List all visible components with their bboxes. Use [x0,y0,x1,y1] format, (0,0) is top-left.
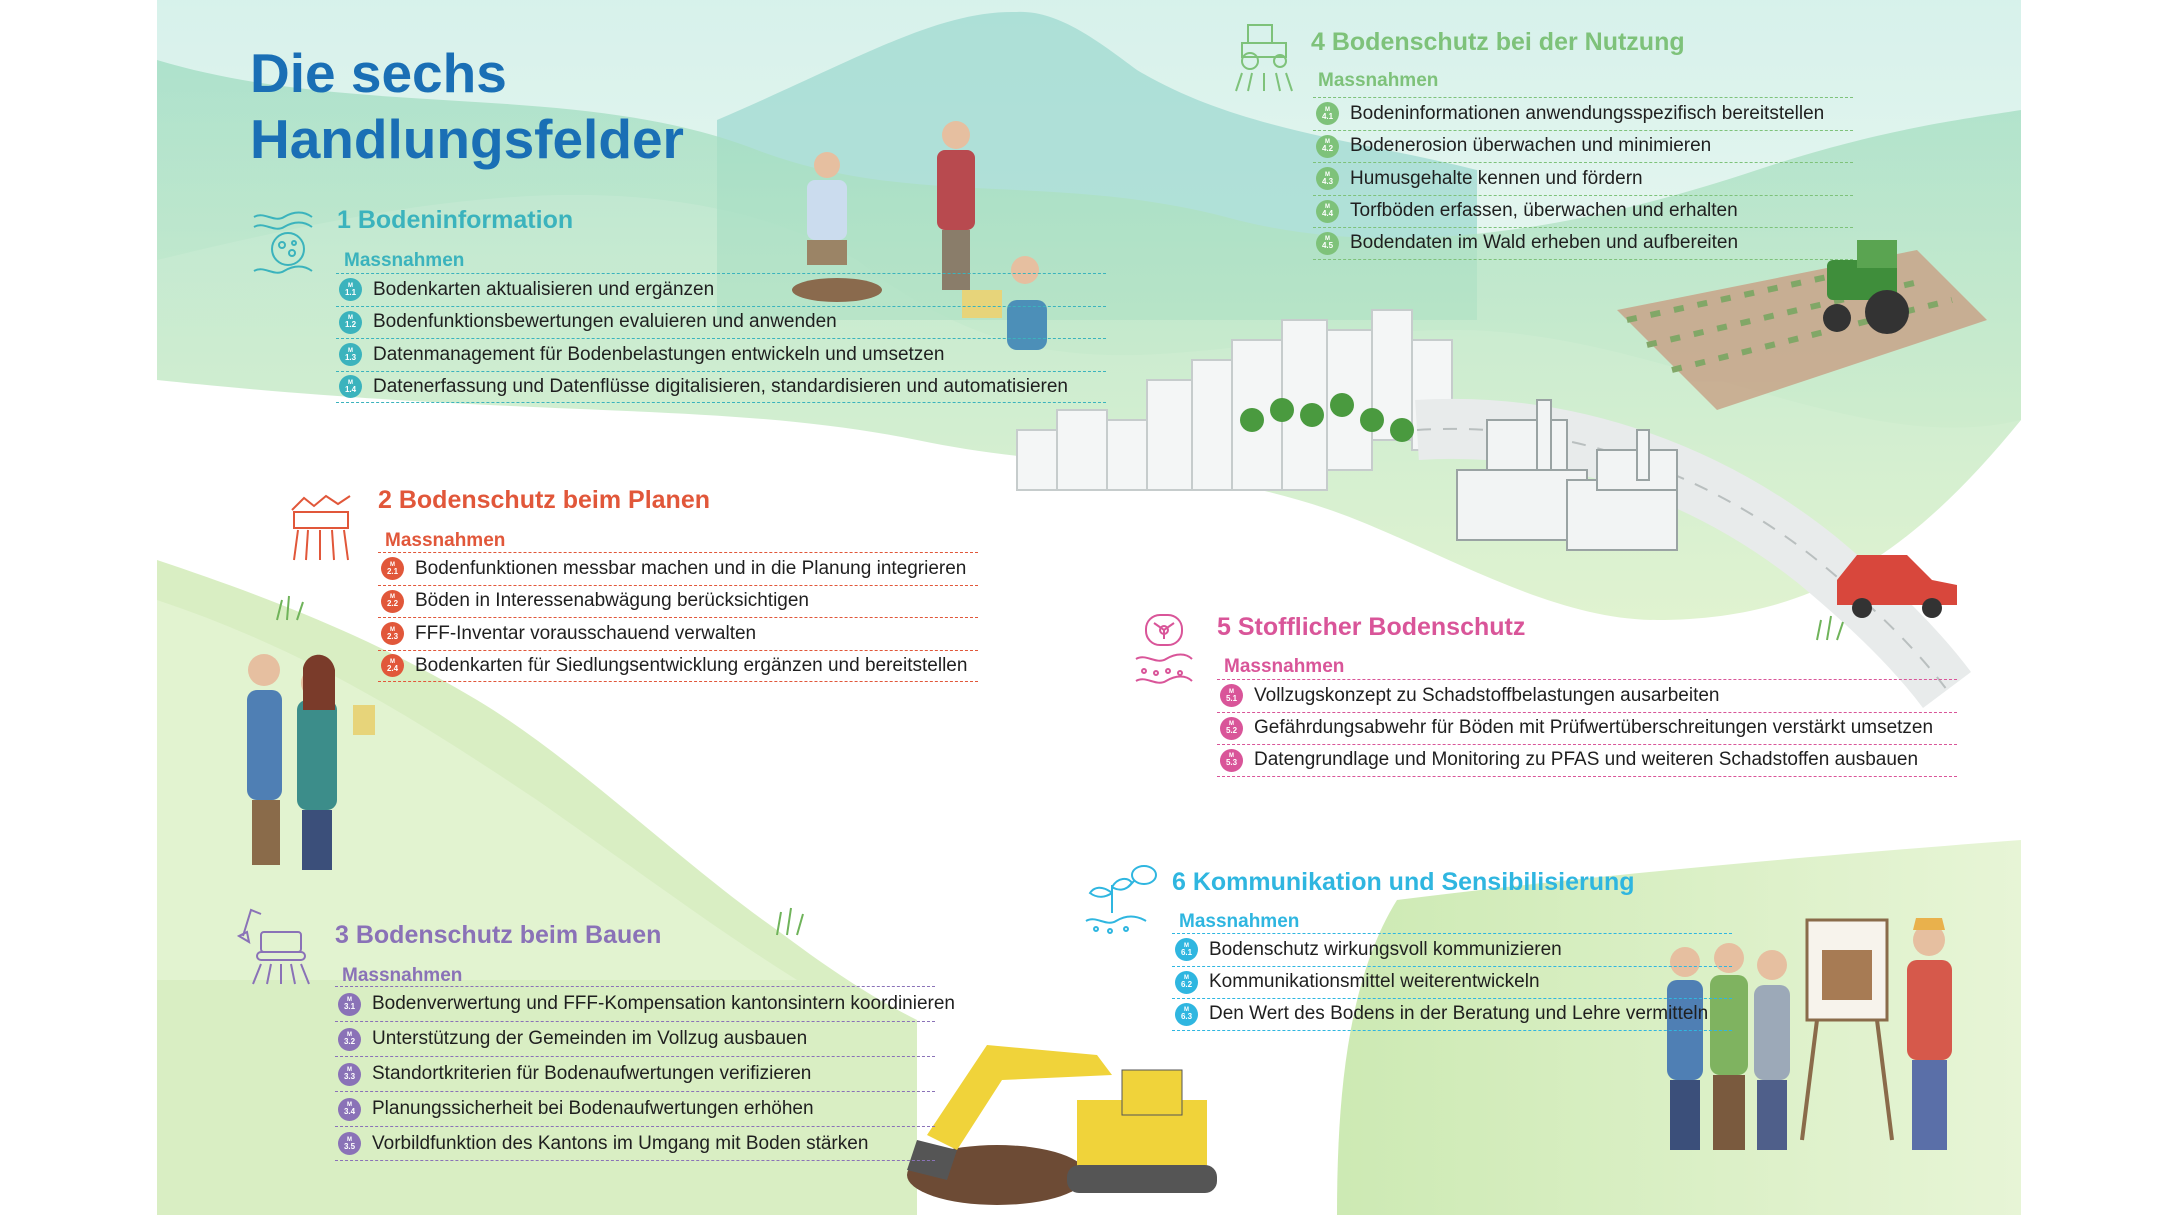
field-5-measures-list [1217,679,1957,777]
field-4-measures-label: Massnahmen [1318,70,1439,91]
tractor-icon [1234,21,1294,93]
measure-item [1313,162,1853,195]
measure-item [1172,966,1732,999]
field-6-title: 6 Kommunikation und Sensibilisierung [1172,868,1635,896]
field-6-measures-list [1172,933,1732,1031]
measure-badge: M 3.5 [338,1132,361,1155]
page-title-line-2: Handlungsfelder [250,108,684,170]
measure-label: Torfböden erfassen, überwachen und erhalten [1350,200,1738,222]
measure-label: Bodenkarten für Siedlungsentwicklung ergänzen und bereitstellen [415,654,968,676]
measure-item [336,338,1106,371]
field-4-title: 4 Bodenschutz bei der Nutzung [1311,28,1685,56]
measure-badge: M 2.3 [381,622,404,645]
measure-label: Datenmanagement für Bodenbelastungen entwickeln und umsetzen [373,343,945,365]
measure-badge: M 6.1 [1175,938,1198,961]
measure-badge: M 4.1 [1316,102,1339,125]
field-1-title: 1 Bodeninformation [337,206,574,234]
measure-badge: M 3.4 [338,1098,361,1121]
measure-badge: M 4.4 [1316,200,1339,223]
measure-badge: M 5.1 [1220,684,1243,707]
measure-label: Bodenschutz wirkungsvoll kommunizieren [1209,938,1562,960]
measure-label: Vollzugskonzept zu Schadstoffbelastungen ausarbeiten [1254,684,1720,706]
measure-label: Den Wert des Bodens in der Beratung und Lehre vermitteln [1209,1003,1709,1025]
measure-label: Datenerfassung und Datenflüsse digitalisieren, standardisieren und automatisieren [373,375,1068,397]
measure-label: Gefährdungsabwehr für Böden mit Prüfwertüberschreitungen verstärkt umsetzen [1254,717,1934,739]
measure-badge: M 1.4 [339,375,362,398]
measure-badge: M 2.4 [381,654,404,677]
measure-item [378,650,978,683]
field-1-measures-label: Massnahmen [344,250,465,271]
measure-label: Humusgehalte kennen und fördern [1350,167,1643,189]
field-2-measures-label: Massnahmen [385,530,506,551]
field-3-measures-list [335,986,955,1161]
field-5-measures-label: Massnahmen [1224,656,1345,677]
measure-item [336,273,1106,306]
measure-badge: M 4.5 [1316,232,1339,255]
measure-label: Datengrundlage und Monitoring zu PFAS und weiteren Schadstoffen ausbauen [1254,749,1919,771]
excavator-illustration [907,1045,1217,1205]
measure-badge: M 2.2 [381,590,404,613]
measure-label: Unterstützung der Gemeinden im Vollzug ausbauen [372,1028,808,1049]
measure-label: Planungssicherheit bei Bodenaufwertungen erhöhen [372,1098,814,1119]
measure-item [1313,227,1853,260]
measure-badge: M 5.2 [1220,717,1243,740]
measure-badge: M 1.3 [339,343,362,366]
field-6-measures-label: Massnahmen [1179,911,1300,932]
excavator-icon [237,906,313,986]
measure-item [335,1126,935,1161]
measure-label: Vorbildfunktion des Kantons im Umgang mit Boden stärken [372,1132,869,1154]
measure-item [1313,195,1853,228]
measure-item [336,371,1106,404]
measure-item [335,1091,935,1126]
measure-item [1313,130,1853,163]
infographic-poster [157,0,2021,1215]
seedling-icon [1082,863,1158,935]
measure-item [1172,998,1732,1031]
page-title-line-1: Die sechs [250,42,507,104]
field-2-title: 2 Bodenschutz beim Planen [378,486,711,514]
measure-label: Bodenkarten aktualisieren und ergänzen [373,278,715,300]
measure-label: Bodeninformationen anwendungsspezifisch bereitstellen [1350,102,1825,124]
measure-badge: M 4.2 [1316,135,1339,158]
measure-badge: M 1.2 [339,311,362,334]
pollutant-icon [1134,613,1194,687]
measure-item [1172,933,1732,966]
measure-item [335,1021,935,1056]
measure-label: Bodenfunktionsbewertungen evaluieren und anwenden [373,311,837,333]
measure-label: Böden in Interessenabwägung berücksichtigen [415,590,809,612]
measure-item [1217,679,1957,712]
field-2-measures-list [378,523,978,682]
measure-badge: M 3.1 [338,993,361,1016]
measure-item [1313,97,1853,130]
measure-label: Standortkriterien für Bodenaufwertungen verifizieren [372,1063,812,1084]
measure-badge: M 6.2 [1175,971,1198,994]
planning-field-icon [290,490,352,562]
measure-label: Bodenfunktionen messbar machen und in die Planung integrieren [415,557,967,579]
page-title [250,40,684,172]
measure-badge: M 6.3 [1175,1003,1198,1026]
measure-label: Bodenerosion überwachen und minimieren [1350,135,1712,157]
measure-item [378,617,978,650]
measure-badge: M 3.3 [338,1063,361,1086]
measure-item [378,585,978,618]
measure-badge: M 4.3 [1316,167,1339,190]
measure-label: FFF-Inventar vorausschauend verwalten [415,622,757,644]
measure-badge: M 5.3 [1220,749,1243,772]
field-1-measures-list [336,273,1106,403]
field-5-title: 5 Stofflicher Bodenschutz [1217,613,1526,641]
measure-badge: M 2.1 [381,557,404,580]
measure-item [335,1056,935,1091]
soil-sample-icon [252,209,314,277]
measure-item [1217,712,1957,745]
field-4-measures-list [1313,97,1853,260]
measure-label: Bodendaten im Wald erheben und aufbereiten [1350,232,1739,254]
measure-label: Bodenverwertung und FFF-Kompensation kantonsintern koordinieren [372,993,955,1014]
measure-item [336,306,1106,339]
measure-item [378,552,978,585]
measure-item [1217,744,1957,777]
field-3-title: 3 Bodenschutz beim Bauen [335,921,662,949]
measure-badge: M 1.1 [339,278,362,301]
measure-item [335,986,955,1021]
field-3-measures-label: Massnahmen [342,965,463,986]
measure-badge: M 3.2 [338,1028,361,1051]
measure-label: Kommunikationsmittel weiterentwickeln [1209,971,1540,993]
